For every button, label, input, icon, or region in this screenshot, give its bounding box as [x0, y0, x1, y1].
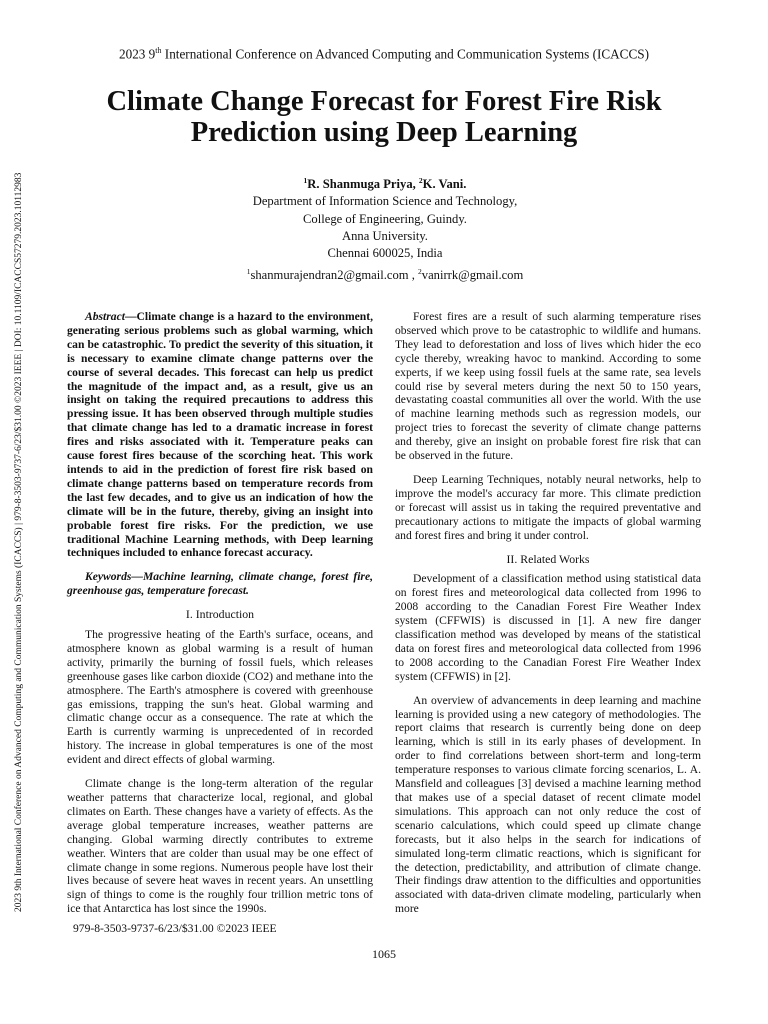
section-heading-related-works: II. Related Works	[506, 551, 590, 566]
author2-sup: 2	[418, 176, 423, 185]
intro-paragraph-2: Climate change is the long-term alteration of the regular weather patterns that characterize local, regional, and global climates on Earth. These changes have a variety of effects. As the average global temperature increases, weather patterns are changing. Global warming directly contributes to extreme weather. Winters that are colder than usual may be one effect of climate change in some regions. Numerous people have lost their lives because of severe heat waves in recent years. An unsettling sign of things to come is the roughly four trillion metric tons of ice that Antarctica has lost since the 1990s.	[67, 777, 373, 916]
abstract-label: Abstract	[85, 310, 125, 323]
conference-ordinal-sup: th	[155, 46, 162, 55]
author2-name: K. Vani.	[422, 177, 467, 192]
page-number: 1065	[372, 947, 396, 961]
email1-sup: 1	[246, 266, 251, 276]
affiliation-college: College of Engineering, Guindy.	[303, 211, 467, 226]
author1-name: R. Shanmuga Priya,	[307, 177, 419, 192]
author-names	[150, 172, 620, 193]
affiliation-university: Anna University.	[342, 229, 428, 244]
copyright-notice: 979-8-3503-9737-6/23/$31.00 ©2023 IEEE	[73, 922, 277, 935]
keywords-label: Keywords	[85, 570, 132, 584]
affiliation-city: Chennai 600025, India	[327, 246, 443, 261]
paper-title: Climate Change Forecast for Forest Fire Risk Prediction using Deep Learning	[106, 86, 662, 148]
email2-sup: 2	[418, 266, 422, 276]
keywords	[67, 570, 373, 598]
intro-paragraph-3: Forest fires are a result of such alarming temperature rises observed which prove to be catastrophic to wildlife and humans. They lead to deforestation and loss of lives which hider the eco cycle thereby, wreaking havoc to mankind. According to some experts, if we keep using fossil fuels at the same rate, sea levels could rise by several meters during the next 50 to 150 years, devastating coastal communities all over the world. With the use of machine learning methods such as regression models, our project tries to forecast the severity of climate change patterns and thereby, give an insight on probable forest fire risk that can be observed in the future.	[395, 310, 701, 463]
intro-paragraph-4: Deep Learning Techniques, notably neural networks, help to improve the model's accuracy far more. This climate prediction or forecast will assist us in taking the required preventative and precautionary actions to mitigate the impacts of global warming and forest fires and bring it under control.	[395, 472, 701, 542]
section-heading-introduction: I. Introduction	[185, 607, 255, 622]
keywords-text: —Machine learning, climate change, forest fire, greenhouse gas, temperature forecast.	[67, 570, 373, 598]
intro-paragraph-1: The progressive heating of the Earth's surface, oceans, and atmosphere known as global warming is a result of human activity, primarily the burning of fossil fuels, which releases greenhouse gases like carbon dioxide (CO2) and methane into the atmosphere. The Earth's atmosphere is covered with greenhouse gas emissions, trapping the sun's heat. Global warming and climatic change occur as a consequence. The rate at which the Earth is currently warming is unprecedented of in recorded history. The increase in global temperatures is one of the most evident and direct effects of global warming.	[67, 628, 373, 767]
author1-sup: 1	[303, 176, 308, 185]
author-block	[150, 172, 620, 284]
abstract-text: —Climate change is a hazard to the environment, generating serious problems such as global warming, which can be catastrophic. To predict the severity of this situation, it is necessary to examine climate change patterns over the course of several decades. This forecast can help us predict the magnitude of the impact and, as a result, give us an insight on taking the required precautions to address this pressing issue. It has been observed through multiple studies that climate change has led to a dramatic increase in forest fires and risks associated with it. Temperature peaks can cause forest fires because of the scorching heat. This work intends to aid in the prediction of forest fire risk based on climate change patterns based on temperature records from the last few decades, and to give us an indication of how the climate will be in the future, thereby, giving an insight into probable forest fire risks. For the prediction, we use traditional Machine Learning methods, with Deep learning techniques included to enhance forecast accuracy.	[67, 310, 373, 560]
related-works-paragraph-1: Development of a classification method using statistical data on forest fires and meteorological data collected from 1996 to 2008 according to the Canadian Forest Fire Weather Index system (CFFWIS) is discussed in [1]. A new fire danger classification method was developed by means of the statistical data on forest fires and meteorological data collected from 1996 to 2008 according to the Canadian Forest Fire Weather Index system (CFFWIS) in [2].	[395, 572, 701, 683]
conference-header	[0, 46, 768, 62]
related-works-paragraph-2: An overview of advancements in deep learning and machine learning is provided using a new category of methodologies. The report claims that research is currently being done on deep learning, which is still in its early phases of development. In order to find correlations between short-term and long-term temperature responses to various climate forcing scenarios, L. A. Mansfield and colleagues [3] devised a machine learning method that makes use of a special dataset of recent climate model simulations. This approach can not only reduce the cost of scenario calculations, which could speed up climate change forecasts, but it also helps in the search for indications of simulated long-term climatic reactions, which is significant for the detection, predictability, and attribution of climate change. Their findings draw attention to the difficulties and opportunities associated with data-driven climate modeling, particularly when more	[395, 693, 701, 916]
left-column	[67, 310, 373, 926]
conference-name: International Conference on Advanced Computing and Communication Systems (ICACCS)	[161, 46, 649, 62]
email1: shanmurajendran2@gmail.com ,	[250, 267, 419, 282]
sidebar-doi-text: 2023 9th International Conference on Advanced Computing and Communication Systems (ICACCS) | 979-8-3503-9737-6/23/$31.00 ©2023 IEEE | DOI: 10.1109/ICACCS57279.2023.10112983	[14, 172, 24, 912]
author-emails	[150, 263, 620, 284]
right-column	[395, 310, 701, 926]
conference-year: 2023 9	[119, 46, 156, 62]
email2: vanirrk@gmail.com	[421, 267, 524, 282]
affiliation-dept: Department of Information Science and Technology,	[252, 194, 518, 209]
abstract	[67, 310, 373, 560]
